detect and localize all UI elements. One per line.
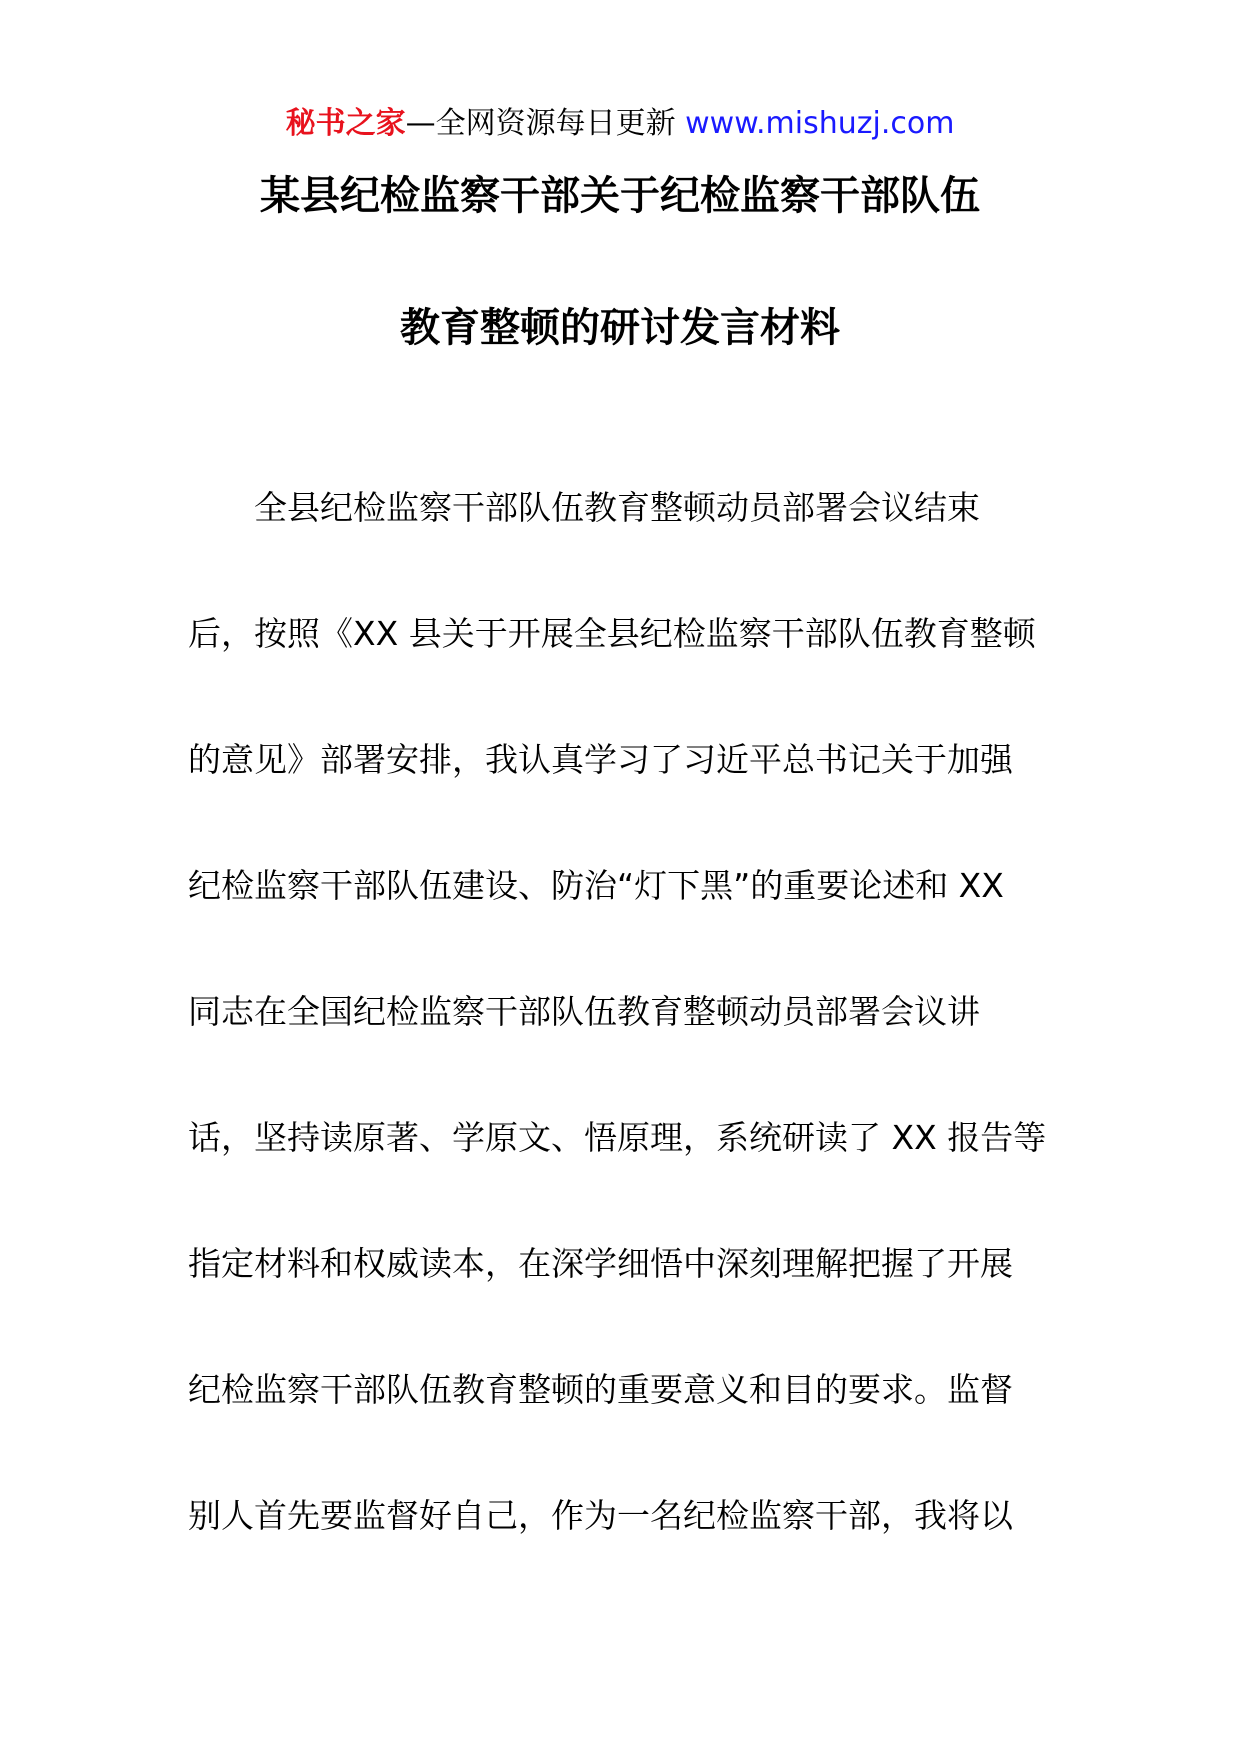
body-line: 指定材料和权威读本，在深学细悟中深刻理解把握了开展 — [188, 1244, 1013, 1283]
body-line: 纪检监察干部队伍教育整顿的重要意义和目的要求。监督 — [188, 1370, 1013, 1409]
site-slogan: —全网资源每日更新 — [405, 106, 686, 141]
body-line: 纪检监察干部队伍建设、防治“灯下黑”的重要论述和 XX — [188, 866, 1004, 905]
document-title-line-2: 教育整顿的研讨发言材料 — [400, 305, 840, 351]
document-title-line-1: 某县纪检监察干部关于纪检监察干部队伍 — [260, 173, 980, 219]
body-line: 的意见》部署安排，我认真学习了习近平总书记关于加强 — [188, 740, 1013, 779]
body-line: 后，按照《XX 县关于开展全县纪检监察干部队伍教育整顿 — [188, 614, 1036, 653]
site-brand: 秘书之家 — [285, 106, 406, 141]
body-line: 别人首先要监督好自己，作为一名纪检监察干部，我将以 — [188, 1496, 1013, 1535]
site-url-link[interactable]: www.mishuzj.com — [685, 106, 955, 141]
site-header — [0, 104, 1240, 144]
body-line: 话，坚持读原著、学原文、悟原理，系统研读了 XX 报告等 — [188, 1118, 1047, 1157]
body-line: 全县纪检监察干部队伍教育整顿动员部署会议结束 — [254, 488, 980, 527]
body-line: 同志在全国纪检监察干部队伍教育整顿动员部署会议讲 — [188, 992, 980, 1031]
